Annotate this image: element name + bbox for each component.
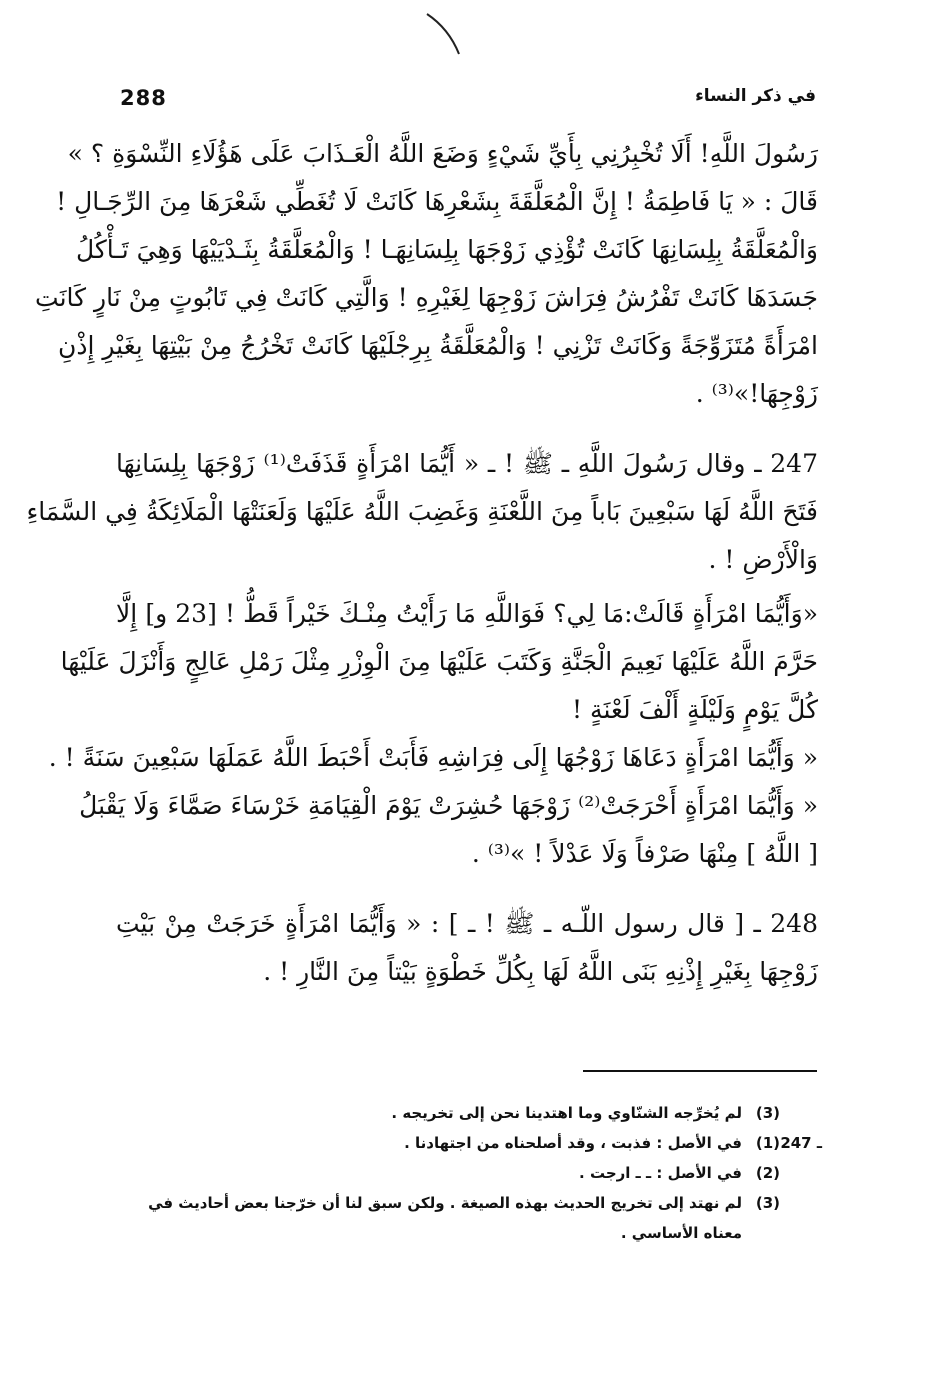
text-line: « وَأَيُّمَا امْرَأَةٍ دَعَاهَا زَوْجُهَا إِلَى فِرَاشِهِ فَأَبَتْ أَحْبَطَ اللَّهُ عَمَلَهَا سَبْعِينَ سَنَةً ! . — [48, 743, 818, 772]
text-line: فَتَحَ اللَّهُ لَهَا سَبْعِينَ بَاباً مِنَ اللَّعْنَةِ وَغَضِبَ اللَّهُ عَلَيْهَا وَلَعَنَتْهَا الْمَلَائِكَةُ فِي السَّمَاءِ — [26, 497, 818, 526]
text-line: [ اللَّهُ ] مِنْهَا صَرْفاً وَلَا عَدْلاً ! »⁽³⁾ . — [471, 839, 818, 868]
hadith-247-line: 247 ـ وقال رَسُولَ اللَّهِ ـ ﷺ ! ـ « أَيُّمَا امْرَأَةٍ قَذَفَتْ⁽¹⁾ زَوْجَهَا بِلِسَانِهَا — [116, 449, 818, 478]
text-line: « وَأَيُّمَا امْرَأَةٍ أَحْرَجَتْ⁽²⁾ زَوْجَهَا حُشِرَتْ يَوْمَ الْقِيَامَةِ خَرْسَاءَ صَمَّاءَ وَلَا يَقْبَلُ — [79, 791, 818, 820]
footnote-text: في الأصل : فذبت ، وقد أصلحناه من اجتهادنا . — [404, 1134, 742, 1152]
text-line: كُلَّ يَوْمٍ وَلَيْلَةٍ أَلْفَ لَعْنَةٍ ! — [572, 695, 818, 724]
footnote — [116, 1098, 822, 1128]
footnote-divider — [583, 1070, 817, 1072]
main-text — [26, 130, 818, 996]
footnote — [116, 1158, 822, 1188]
scan-mark-icon — [425, 12, 465, 56]
footnote-mark: (3) — [755, 1104, 780, 1122]
footnote-mark: (3) — [755, 1194, 780, 1212]
text-line: امْرَأَةً مُتَزَوِّجَةً وَكَانَتْ تَزْنِي ! وَالْمُعَلَّقَةُ بِرِجْلَيْهَا كَانَتْ تَخْرُجُ مِنْ بَيْتِهَا بِغَيْرِ إِذْنِ — [58, 331, 818, 360]
text-line: زَوْجِهَا!»⁽³⁾ . — [695, 379, 818, 408]
text-line: قَالَ : « يَا فَاطِمَةُ ! إِنَّ الْمُعَلَّقَةَ بِشَعْرِهَا كَانَتْ لَا تُغَطِّي شَعْرَهَا مِنَ الرِّجَـالِ ! — [56, 187, 818, 216]
text-line: وَالْأَرْضِ ! . — [708, 545, 818, 574]
text-line: زَوْجِهَا بِغَيْرِ إِذْنِهِ بَنَى اللَّهُ لَهَا بِكُلِّ خَطْوَةٍ بَيْتاً مِنَ النَّارِ ! . — [263, 957, 818, 986]
text-line: جَسَدَهَا كَانَتْ تَفْرُشُ فِرَاشَ زَوْجِهَا لِغَيْرِهِ ! وَالَّتِي كَانَتْ فِي تَابُوتٍ مِنْ نَارٍ كَانَتِ — [35, 283, 818, 312]
footnote-mark: (2) — [755, 1164, 780, 1182]
text-line: رَسُولَ اللَّهِ! أَلَا تُخْبِرُنِي بِأَيِّ شَيْءٍ وَضَعَ اللَّهُ الْعَـذَابَ عَلَى هَؤُلَاءِ النِّسْوَةِ ؟ » — [67, 139, 818, 168]
footnotes — [116, 1098, 822, 1248]
text-line: حَرَّمَ اللَّهُ عَلَيْهَا نَعِيمَ الْجَنَّةِ وَكَتَبَ عَلَيْهَا مِنَ الْوِزْرِ مِثْلَ رَمْلِ عَالِجٍ وَأَنْزَلَ عَلَيْهَا — [60, 647, 818, 676]
page-header — [120, 86, 816, 114]
hadith-248-line: 248 ـ [ قال رسول اللّـه ـ ﷺ ! ـ ] : « وَأَيُّمَا امْرَأَةٍ خَرَجَتْ مِنْ بَيْتِ — [116, 909, 818, 938]
footnote-text: لم نهتد إلى تخريج الحديث بهذه الصيغة . ولكن سبق لنا أن خرّجنا بعض أحاديث في معناه الأساسي . — [148, 1194, 742, 1242]
text-line: وَالْمُعَلَّقَةُ بِلِسَانِهَا كَانَتْ تُؤْذِي زَوْجَهَا بِلِسَانِهَـا ! وَالْمُعَلَّقَةُ بِثَـدْيَيْهَا وَهِيَ تَـأْكُلُ — [75, 235, 818, 264]
chapter-title: في ذكر النساء — [695, 86, 816, 106]
text-line: «وَأَيُّمَا امْرَأَةٍ قَالَتْ:مَا لِي؟ فَوَاللَّهِ مَا رَأَيْتُ مِنْـكَ خَيْراً قَطُّ ! [23 و] إِلَّا — [116, 599, 818, 628]
footnote-mark: (1) — [755, 1134, 780, 1152]
page-number: 288 — [120, 86, 167, 110]
footnote-prefix: 247 ـ — [780, 1134, 822, 1152]
footnote — [116, 1188, 822, 1248]
footnote-text: في الأصل : ـ ـ ارجت . — [579, 1164, 742, 1182]
footnote — [116, 1128, 822, 1158]
footnote-text: لم يُخرِّجه الشنّاوي وما اهتدينا نحن إلى تخريجه . — [391, 1104, 742, 1122]
